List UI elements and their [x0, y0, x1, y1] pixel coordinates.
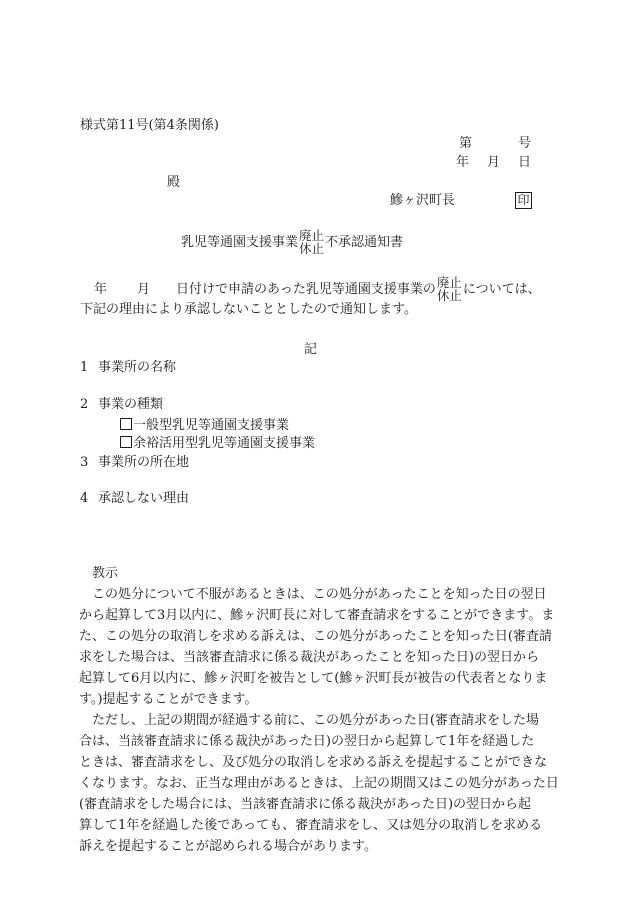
- addressee-suffix: 殿: [167, 175, 181, 190]
- business-type-surplus-label: 余裕活用型乳児等通園支援事業: [133, 436, 316, 451]
- notice-line: ただし、上記の期間が経過する前に、この処分があった日(審査請求をした場: [79, 713, 539, 728]
- document-number-dai: 第: [459, 136, 473, 151]
- item-2-label: 事業の種類: [98, 397, 164, 412]
- body-line-1: [94, 276, 541, 302]
- body-year: 年: [94, 281, 108, 297]
- date-day: 日: [518, 155, 532, 170]
- notice-line: この処分について不服があるときは、この処分があったことを知った日の翌日: [79, 587, 547, 602]
- notice-line: す。)提起することができます。: [79, 692, 258, 707]
- item-2: [80, 398, 163, 411]
- appeal-notice: [79, 563, 559, 857]
- item-2-number: 2: [80, 397, 89, 412]
- document-title: [181, 229, 403, 255]
- body-line-2: 下記の理由により承認しないこととしたので通知します。: [80, 302, 417, 317]
- item-1-number: 1: [80, 360, 89, 375]
- business-type-surplus: [120, 436, 315, 450]
- body-option-stack: [437, 276, 462, 302]
- item-3-label: 事業所の所在地: [98, 455, 190, 470]
- item-1: [80, 361, 176, 374]
- body-line1-text: 日付けで申請のあった乳児等通園支援事業の: [176, 281, 436, 297]
- title-prefix: 乳児等通園支援事業: [181, 234, 299, 250]
- title-suffix: 不承認通知書: [325, 234, 404, 250]
- notice-line: くなります。なお、正当な理由があるときは、上記の期間又はこの処分があった日: [79, 776, 559, 791]
- notice-line: 訴えを提起することが認められる場合があります。: [79, 839, 377, 854]
- ki-heading: 記: [304, 342, 318, 357]
- date-month: 月: [487, 155, 501, 170]
- document-number-go: 号: [518, 136, 532, 151]
- notice-line: 算して1年を経過した後であっても、審査請求をし、又は処分の取消しを求める: [79, 818, 543, 833]
- notice-line: ときは、審査請求をし、及び処分の取消しを求める訴えを提起することができな: [79, 755, 548, 770]
- notice-heading: 教示: [92, 566, 119, 581]
- title-option-stack: [299, 229, 324, 255]
- seal-mark: 印: [515, 192, 532, 209]
- business-type-general-label: 一般型乳児等通園支援事業: [133, 418, 290, 433]
- notice-line: た、この処分の取消しを求める訴えは、この処分があったことを知った日(審査請: [79, 629, 552, 644]
- body-option-suspension: 休止: [436, 288, 462, 303]
- body-month: 月: [137, 281, 151, 297]
- notice-line: 起算して6月以内に、鰺ヶ沢町を被告として(鰺ヶ沢町長が被告の代表者となりま: [79, 671, 548, 686]
- checkbox-surplus: [120, 436, 132, 448]
- item-4-number: 4: [80, 491, 89, 506]
- title-option-abolition: 廃止: [299, 228, 325, 243]
- notice-line: から起算して3月以内に、鰺ヶ沢町長に対して審査請求をすることができます。ま: [79, 608, 555, 623]
- notice-line: 合は、当該審査請求に係る裁決があった日)の翌日から起算して1年を経過した: [79, 734, 535, 749]
- title-option-suspension: 休止: [299, 241, 325, 256]
- notice-line: 求をした場合は、当該審査請求に係る裁決があったことを知った日)の翌日から: [79, 650, 539, 665]
- item-4-label: 承認しない理由: [98, 491, 190, 506]
- form-number: 様式第11号(第4条関係): [80, 118, 219, 133]
- body-option-abolition: 廃止: [436, 275, 462, 290]
- issuer-name: 鰺ヶ沢町長: [390, 193, 456, 208]
- item-3: [80, 456, 189, 469]
- item-3-number: 3: [80, 455, 89, 470]
- item-4: [80, 492, 189, 505]
- date-year: 年: [456, 155, 470, 170]
- business-type-general: [120, 418, 289, 432]
- checkbox-general: [120, 418, 132, 430]
- body-line1-suffix: については、: [462, 281, 541, 297]
- notice-line: (審査請求をした場合には、当該審査請求に係る裁決があった日)の翌日から起: [79, 797, 532, 812]
- item-1-label: 事業所の名称: [98, 360, 177, 375]
